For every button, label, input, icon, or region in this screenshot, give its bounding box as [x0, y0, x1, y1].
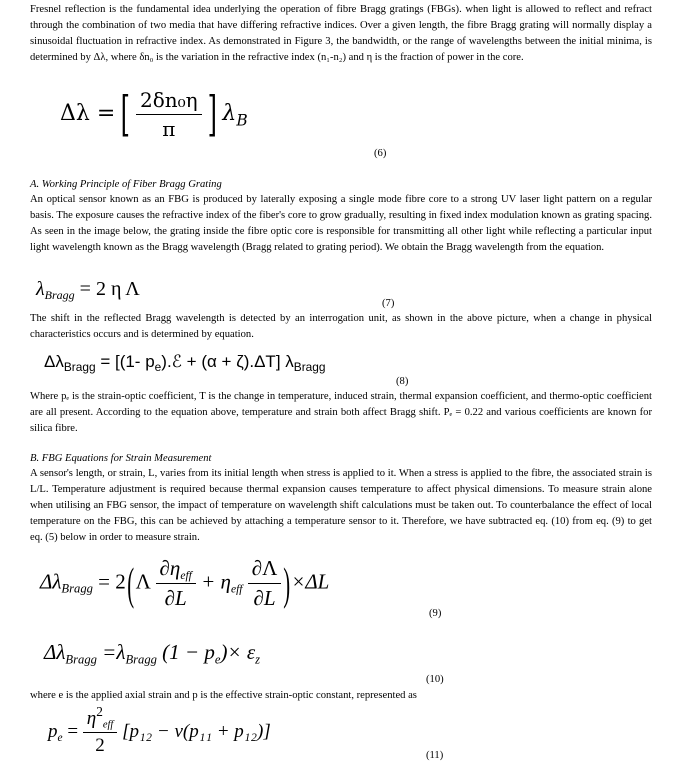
equation-11	[48, 704, 271, 757]
eq10-lhs: Δλ	[44, 640, 66, 664]
eq10-rest-sub: e	[214, 652, 221, 667]
eq9-eq: = 2	[98, 569, 126, 594]
eq9-num2: ∂Λ	[251, 556, 278, 580]
eq8-lhs-sub: Bragg	[63, 360, 96, 375]
eq9-den2: ∂L	[253, 586, 276, 610]
eq9-lhs: Δλ	[40, 569, 62, 594]
eq-number-11: (11)	[426, 750, 444, 761]
eq11-lhs-sub: e	[57, 731, 63, 744]
eq9-den1: ∂L	[164, 586, 187, 610]
eq9-tail: ×ΔL	[291, 569, 330, 594]
eq9-lhs-sub: Bragg	[61, 581, 93, 596]
paragraph-fresnel: Fresnel reflection is the fundamental idea underlying the operation of fibre Bragg gratings (FBGs). when light is allowed to reflect and refract through the combination of two media that have differing refractive indices. Over a given length, the fibre Bragg grating will normally display a sinusoidal fluctuation in refractive index. As demonstrated in Figure 3, the bandwidth, or the range of wavelengths between the initial minima, is determined by Δλ, where δn₀ is the variation in the refractive index (n₁-n₂) and η is the fraction of power in the core.	[30, 4, 652, 63]
eq10-eq-sub: Bragg	[125, 652, 157, 667]
equation-8	[44, 352, 326, 375]
equation-10	[44, 640, 260, 665]
eq8-rhs-sub: Bragg	[293, 360, 326, 375]
eq10-eq: =λ	[96, 640, 126, 664]
eq11-num-sup: 2	[96, 704, 103, 720]
eq7-lhs: λ	[36, 278, 45, 300]
eq-number-7: (7)	[382, 298, 395, 309]
equation-6	[60, 86, 248, 142]
eq7-lhs-sub: Bragg	[44, 288, 75, 303]
eq9-right-paren: )	[282, 558, 290, 609]
heading-working-principle: A. Working Principle of Fiber Bragg Grating	[30, 179, 222, 190]
eq6-left-bracket: [	[120, 86, 131, 142]
eq11-rhs: [p₁₂ − ν(p₁₁ + p₁₂)]	[122, 720, 271, 742]
eq-number-8: (8)	[396, 376, 409, 387]
eq9-left-paren: (	[127, 558, 135, 609]
eq11-num: η	[86, 708, 97, 729]
eq-number-10: (10)	[426, 674, 444, 685]
paragraph-strain-optic: Where pₑ is the strain-optic coefficient, T is the change in temperature, induced strain, thermal expansion coefficient, and thermo-optic coefficient are all present. According to the equation above, temperature and strain both affect Bragg shift. Pₑ = 0.22 and various coefficients are known for silica fibre.	[30, 391, 652, 434]
eq11-eq: =	[67, 720, 79, 742]
eq9-plus-sub: eff	[230, 583, 243, 596]
eq8-lhs: Δλ	[44, 352, 64, 371]
eq8-rest: ).ℰ + (α + ζ).ΔT] λ	[161, 352, 294, 371]
eq9-fraction-2	[248, 556, 282, 611]
heading-strain-measurement: B. FBG Equations for Strain Measurement	[30, 453, 212, 464]
eq6-rhs: λ	[222, 101, 237, 126]
eq11-den: 2	[95, 735, 105, 756]
eq6-rhs-sub: B	[236, 111, 248, 130]
eq11-num-sub: eff	[102, 719, 114, 731]
eq10-lhs-sub: Bragg	[65, 652, 97, 667]
eq10-tail: )× ε	[220, 640, 256, 664]
eq6-denominator: π	[162, 116, 176, 141]
eq6-fraction	[136, 88, 202, 141]
eq11-fraction	[83, 704, 118, 757]
eq6-lhs: Δλ =	[60, 101, 116, 126]
eq-number-6: (6)	[374, 148, 387, 159]
eq8-mid: = [(1- p	[95, 352, 155, 371]
eq-number-9: (9)	[429, 608, 442, 619]
eq7-rhs: = 2 η Λ	[79, 278, 140, 300]
eq9-num1-sub: eff	[180, 570, 192, 583]
eq9-lambda: Λ	[135, 569, 151, 594]
equation-7	[36, 278, 140, 301]
eq10-tail-sub: z	[255, 652, 261, 667]
eq6-numerator: 2δn₀η	[136, 88, 202, 115]
eq9-plus: + η	[201, 569, 231, 594]
paragraph-strain: A sensor's length, or strain, L, varies from its initial length when stress is applied to it. When a stress is applied to the fibre, the associated strain is L/L. Temperature adjustment is required because thermal expansion causes temperature to affect physical dimensions. To measure strain alone when utilising an FBG sensor, the impact of temperature on wavelength shift calculations must be taken out. To counterbalance the effect of local temperature on the FBG, this can be achieved by attaching a temperature sensor to it. Therefore, we have subtracted eq. (10) from eq. (9) to get eq. (5) below in order to measure strain.	[30, 468, 652, 543]
eq9-num1: ∂η	[159, 556, 181, 580]
eq10-rest: (1 − p	[162, 640, 215, 664]
paragraph-working-principle: An optical sensor known as an FBG is produced by laterally exposing a single mode fibre core to a strong UV laser light pattern on a regular basis. The exposure causes the refractive index of the fiber's core to grow gradually, resulting in fixed index modulation known as grating spacing. As seen in the image below, the grating inside the fibre optic core is responsible for transmitting all other light while reflecting a particular input light wavelength known as the Bragg wavelength (Bragg related to grating period). We obtain the Bragg wavelength from the equation.	[30, 194, 652, 253]
eq8-mid-sub: e	[154, 360, 162, 375]
equation-9	[40, 556, 329, 611]
paragraph-shift: The shift in the reflected Bragg wavelength is detected by an interrogation unit, as shown in the above picture, when a change in physical characteristics occurs and is determined by equation.	[30, 313, 652, 340]
paragraph-axial-strain: where e is the applied axial strain and p is the effective strain-optic constant, represented as	[30, 690, 417, 701]
eq9-fraction-1	[156, 556, 196, 611]
eq11-lhs: p	[48, 720, 58, 742]
eq6-right-bracket: ]	[207, 86, 217, 142]
